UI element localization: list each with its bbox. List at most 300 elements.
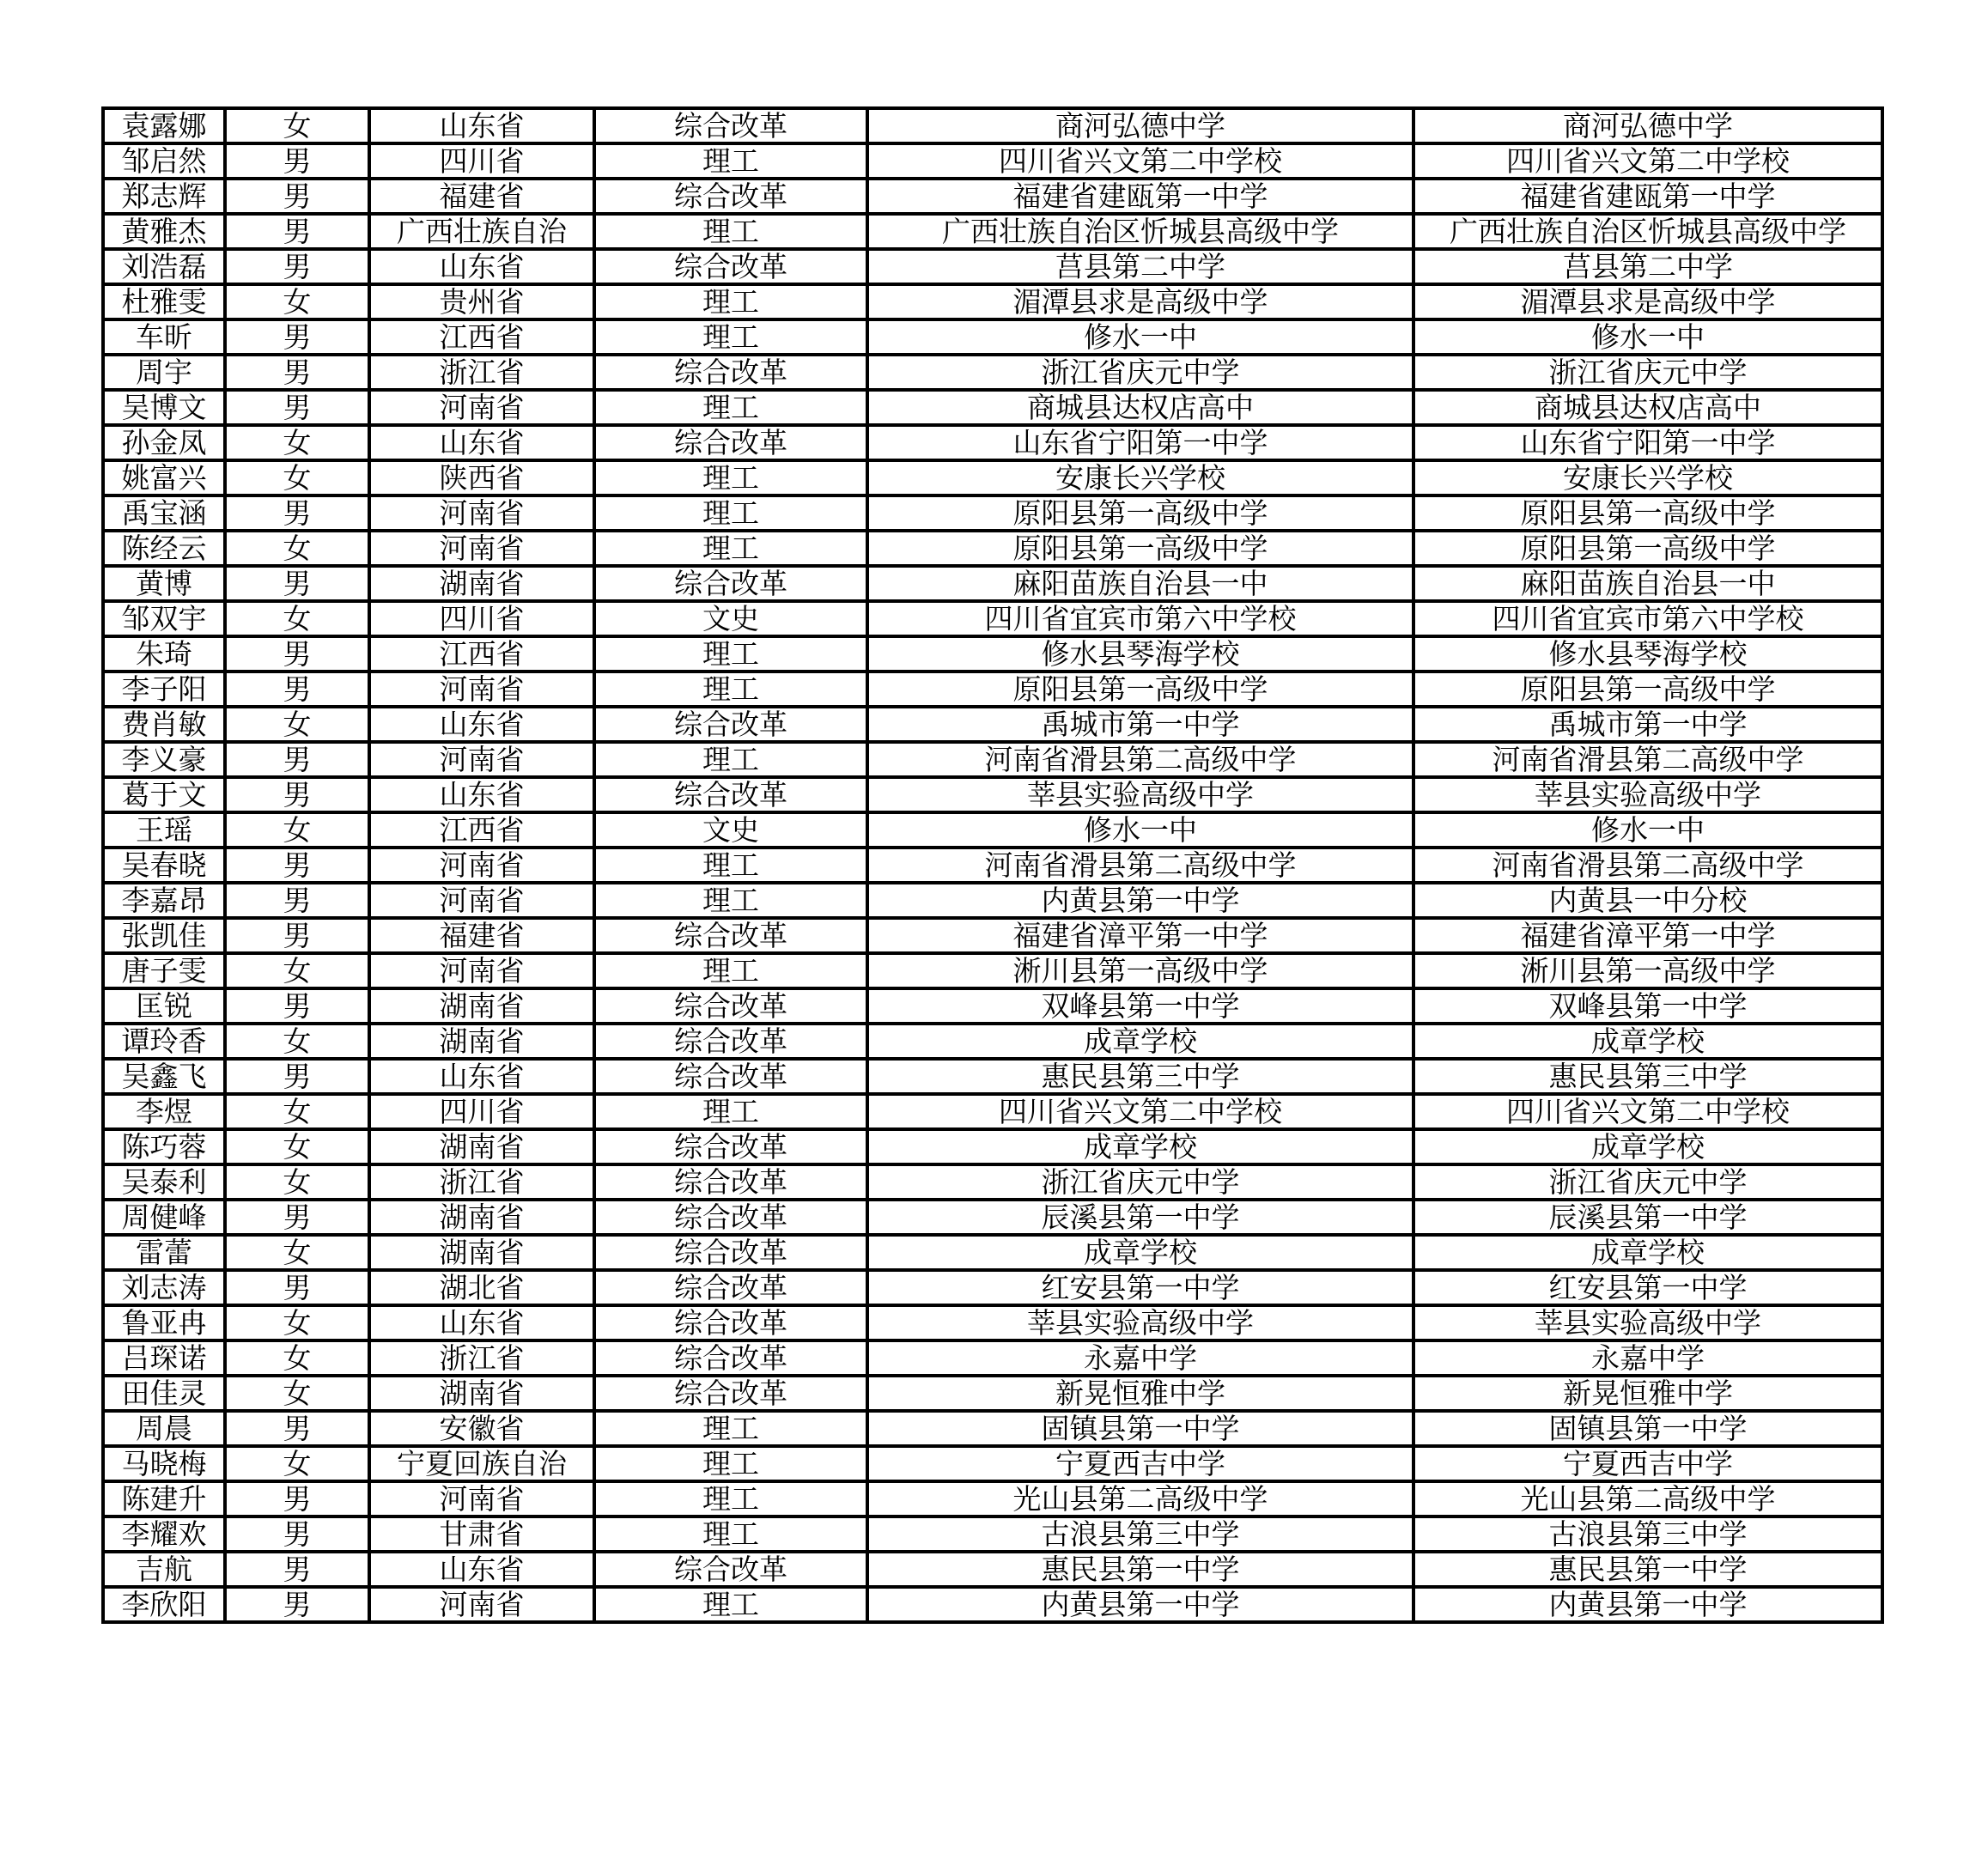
table-row xyxy=(103,179,1882,214)
gender-cell: 男 xyxy=(225,1200,369,1235)
name-cell: 唐子雯 xyxy=(103,953,225,988)
school-cell-2: 莘县实验高级中学 xyxy=(1413,1305,1882,1340)
school-cell-2: 禹城市第一中学 xyxy=(1413,707,1882,742)
school-cell-2: 浙江省庆元中学 xyxy=(1413,355,1882,390)
school-cell: 四川省宜宾市第六中学校 xyxy=(867,601,1413,636)
name-cell: 王瑶 xyxy=(103,812,225,848)
school-cell: 四川省兴文第二中学校 xyxy=(867,143,1413,179)
gender-cell: 女 xyxy=(225,812,369,848)
name-cell: 吴博文 xyxy=(103,390,225,425)
name-cell: 鲁亚冉 xyxy=(103,1305,225,1340)
name-cell: 张凯佳 xyxy=(103,918,225,953)
province-cell: 浙江省 xyxy=(369,1164,594,1200)
category-cell: 综合改革 xyxy=(594,918,867,953)
name-cell: 周晨 xyxy=(103,1411,225,1446)
gender-cell: 女 xyxy=(225,1305,369,1340)
table-row xyxy=(103,143,1882,179)
school-cell-2: 固镇县第一中学 xyxy=(1413,1411,1882,1446)
province-cell: 湖南省 xyxy=(369,1129,594,1164)
school-cell-2: 惠民县第三中学 xyxy=(1413,1059,1882,1094)
school-cell: 永嘉中学 xyxy=(867,1340,1413,1376)
school-cell-2: 浙江省庆元中学 xyxy=(1413,1164,1882,1200)
school-cell-2: 淅川县第一高级中学 xyxy=(1413,953,1882,988)
province-cell: 宁夏回族自治 xyxy=(369,1446,594,1481)
school-cell: 成章学校 xyxy=(867,1235,1413,1270)
table-row xyxy=(103,918,1882,953)
school-cell: 商河弘德中学 xyxy=(867,108,1413,143)
name-cell: 陈经云 xyxy=(103,531,225,566)
province-cell: 贵州省 xyxy=(369,284,594,319)
category-cell: 综合改革 xyxy=(594,1024,867,1059)
gender-cell: 男 xyxy=(225,742,369,777)
table-row xyxy=(103,284,1882,319)
province-cell: 河南省 xyxy=(369,1587,594,1622)
name-cell: 李义豪 xyxy=(103,742,225,777)
gender-cell: 男 xyxy=(225,883,369,918)
province-cell: 湖南省 xyxy=(369,1024,594,1059)
gender-cell: 男 xyxy=(225,1411,369,1446)
school-cell: 原阳县第一高级中学 xyxy=(867,495,1413,531)
school-cell: 四川省兴文第二中学校 xyxy=(867,1094,1413,1129)
name-cell: 李耀欢 xyxy=(103,1516,225,1552)
name-cell: 周健峰 xyxy=(103,1200,225,1235)
name-cell: 邹双宇 xyxy=(103,601,225,636)
name-cell: 吕琛诺 xyxy=(103,1340,225,1376)
gender-cell: 女 xyxy=(225,601,369,636)
school-cell-2: 湄潭县求是高级中学 xyxy=(1413,284,1882,319)
gender-cell: 男 xyxy=(225,918,369,953)
category-cell: 文史 xyxy=(594,601,867,636)
gender-cell: 男 xyxy=(225,1481,369,1516)
gender-cell: 男 xyxy=(225,988,369,1024)
table-row xyxy=(103,249,1882,284)
table-row xyxy=(103,1235,1882,1270)
gender-cell: 女 xyxy=(225,1446,369,1481)
province-cell: 湖北省 xyxy=(369,1270,594,1305)
school-cell: 宁夏西吉中学 xyxy=(867,1446,1413,1481)
category-cell: 理工 xyxy=(594,143,867,179)
category-cell: 理工 xyxy=(594,848,867,883)
province-cell: 山东省 xyxy=(369,1059,594,1094)
school-cell: 广西壮族自治区忻城县高级中学 xyxy=(867,214,1413,249)
province-cell: 湖南省 xyxy=(369,1200,594,1235)
name-cell: 吴春晓 xyxy=(103,848,225,883)
category-cell: 综合改革 xyxy=(594,707,867,742)
name-cell: 杜雅雯 xyxy=(103,284,225,319)
province-cell: 湖南省 xyxy=(369,1376,594,1411)
category-cell: 综合改革 xyxy=(594,566,867,601)
gender-cell: 男 xyxy=(225,495,369,531)
table-row xyxy=(103,601,1882,636)
school-cell-2: 光山县第二高级中学 xyxy=(1413,1481,1882,1516)
school-cell: 双峰县第一中学 xyxy=(867,988,1413,1024)
school-cell: 湄潭县求是高级中学 xyxy=(867,284,1413,319)
province-cell: 广西壮族自治 xyxy=(369,214,594,249)
gender-cell: 男 xyxy=(225,143,369,179)
gender-cell: 男 xyxy=(225,1552,369,1587)
name-cell: 孙金凤 xyxy=(103,425,225,460)
school-cell: 修水县琴海学校 xyxy=(867,636,1413,672)
school-cell: 红安县第一中学 xyxy=(867,1270,1413,1305)
table-row xyxy=(103,1552,1882,1587)
gender-cell: 女 xyxy=(225,1164,369,1200)
name-cell: 吉航 xyxy=(103,1552,225,1587)
category-cell: 理工 xyxy=(594,460,867,495)
province-cell: 浙江省 xyxy=(369,355,594,390)
table-row xyxy=(103,1411,1882,1446)
category-cell: 理工 xyxy=(594,1411,867,1446)
name-cell: 李欣阳 xyxy=(103,1587,225,1622)
category-cell: 理工 xyxy=(594,883,867,918)
name-cell: 雷蕾 xyxy=(103,1235,225,1270)
school-cell: 浙江省庆元中学 xyxy=(867,355,1413,390)
school-cell: 莘县实验高级中学 xyxy=(867,777,1413,812)
school-cell-2: 四川省兴文第二中学校 xyxy=(1413,143,1882,179)
table-row xyxy=(103,355,1882,390)
category-cell: 理工 xyxy=(594,1094,867,1129)
school-cell: 内黄县第一中学 xyxy=(867,1587,1413,1622)
table-row xyxy=(103,672,1882,707)
table-row xyxy=(103,460,1882,495)
province-cell: 江西省 xyxy=(369,812,594,848)
name-cell: 邹启然 xyxy=(103,143,225,179)
name-cell: 谭玲香 xyxy=(103,1024,225,1059)
table-row xyxy=(103,848,1882,883)
table-row xyxy=(103,742,1882,777)
name-cell: 陈巧蓉 xyxy=(103,1129,225,1164)
category-cell: 综合改革 xyxy=(594,179,867,214)
table-row xyxy=(103,1305,1882,1340)
gender-cell: 女 xyxy=(225,1094,369,1129)
name-cell: 李煜 xyxy=(103,1094,225,1129)
category-cell: 综合改革 xyxy=(594,1305,867,1340)
category-cell: 理工 xyxy=(594,1587,867,1622)
gender-cell: 女 xyxy=(225,1376,369,1411)
table-row xyxy=(103,390,1882,425)
table-row xyxy=(103,1376,1882,1411)
province-cell: 浙江省 xyxy=(369,1340,594,1376)
gender-cell: 女 xyxy=(225,460,369,495)
province-cell: 河南省 xyxy=(369,1481,594,1516)
province-cell: 山东省 xyxy=(369,108,594,143)
category-cell: 综合改革 xyxy=(594,249,867,284)
table-row xyxy=(103,777,1882,812)
gender-cell: 男 xyxy=(225,1270,369,1305)
name-cell: 禹宝涵 xyxy=(103,495,225,531)
gender-cell: 女 xyxy=(225,953,369,988)
name-cell: 吴鑫飞 xyxy=(103,1059,225,1094)
student-table-body xyxy=(103,108,1882,1622)
name-cell: 朱琦 xyxy=(103,636,225,672)
gender-cell: 男 xyxy=(225,566,369,601)
school-cell: 成章学校 xyxy=(867,1129,1413,1164)
category-cell: 理工 xyxy=(594,636,867,672)
school-cell-2: 广西壮族自治区忻城县高级中学 xyxy=(1413,214,1882,249)
province-cell: 山东省 xyxy=(369,1305,594,1340)
province-cell: 安徽省 xyxy=(369,1411,594,1446)
province-cell: 河南省 xyxy=(369,848,594,883)
gender-cell: 男 xyxy=(225,672,369,707)
school-cell-2: 永嘉中学 xyxy=(1413,1340,1882,1376)
name-cell: 费肖敏 xyxy=(103,707,225,742)
table-row xyxy=(103,108,1882,143)
table-row xyxy=(103,1059,1882,1094)
province-cell: 福建省 xyxy=(369,179,594,214)
table-row xyxy=(103,1200,1882,1235)
school-cell: 麻阳苗族自治县一中 xyxy=(867,566,1413,601)
province-cell: 河南省 xyxy=(369,672,594,707)
category-cell: 综合改革 xyxy=(594,1376,867,1411)
school-cell-2: 商河弘德中学 xyxy=(1413,108,1882,143)
school-cell: 惠民县第一中学 xyxy=(867,1552,1413,1587)
table-row xyxy=(103,319,1882,355)
category-cell: 理工 xyxy=(594,390,867,425)
province-cell: 河南省 xyxy=(369,531,594,566)
school-cell-2: 原阳县第一高级中学 xyxy=(1413,531,1882,566)
province-cell: 四川省 xyxy=(369,601,594,636)
province-cell: 江西省 xyxy=(369,319,594,355)
gender-cell: 男 xyxy=(225,390,369,425)
school-cell-2: 内黄县第一中学 xyxy=(1413,1587,1882,1622)
school-cell: 成章学校 xyxy=(867,1024,1413,1059)
name-cell: 姚富兴 xyxy=(103,460,225,495)
table-row xyxy=(103,1270,1882,1305)
school-cell: 淅川县第一高级中学 xyxy=(867,953,1413,988)
category-cell: 综合改革 xyxy=(594,777,867,812)
school-cell-2: 莘县实验高级中学 xyxy=(1413,777,1882,812)
school-cell-2: 新晃恒雅中学 xyxy=(1413,1376,1882,1411)
category-cell: 综合改革 xyxy=(594,1164,867,1200)
category-cell: 综合改革 xyxy=(594,1129,867,1164)
school-cell-2: 红安县第一中学 xyxy=(1413,1270,1882,1305)
province-cell: 湖南省 xyxy=(369,1235,594,1270)
gender-cell: 女 xyxy=(225,707,369,742)
school-cell: 修水一中 xyxy=(867,319,1413,355)
school-cell-2: 辰溪县第一中学 xyxy=(1413,1200,1882,1235)
school-cell: 福建省建瓯第一中学 xyxy=(867,179,1413,214)
gender-cell: 男 xyxy=(225,848,369,883)
name-cell: 黄博 xyxy=(103,566,225,601)
school-cell-2: 双峰县第一中学 xyxy=(1413,988,1882,1024)
school-cell: 原阳县第一高级中学 xyxy=(867,531,1413,566)
table-row xyxy=(103,1481,1882,1516)
school-cell: 商城县达权店高中 xyxy=(867,390,1413,425)
school-cell-2: 成章学校 xyxy=(1413,1235,1882,1270)
gender-cell: 女 xyxy=(225,425,369,460)
category-cell: 综合改革 xyxy=(594,1270,867,1305)
category-cell: 综合改革 xyxy=(594,108,867,143)
name-cell: 袁露娜 xyxy=(103,108,225,143)
school-cell-2: 山东省宁阳第一中学 xyxy=(1413,425,1882,460)
province-cell: 甘肃省 xyxy=(369,1516,594,1552)
table-row xyxy=(103,214,1882,249)
school-cell-2: 河南省滑县第二高级中学 xyxy=(1413,848,1882,883)
gender-cell: 男 xyxy=(225,249,369,284)
category-cell: 理工 xyxy=(594,742,867,777)
province-cell: 河南省 xyxy=(369,390,594,425)
school-cell-2: 四川省宜宾市第六中学校 xyxy=(1413,601,1882,636)
province-cell: 河南省 xyxy=(369,953,594,988)
name-cell: 陈建升 xyxy=(103,1481,225,1516)
school-cell-2: 成章学校 xyxy=(1413,1129,1882,1164)
school-cell-2: 商城县达权店高中 xyxy=(1413,390,1882,425)
gender-cell: 男 xyxy=(225,777,369,812)
gender-cell: 女 xyxy=(225,284,369,319)
category-cell: 理工 xyxy=(594,531,867,566)
table-row xyxy=(103,495,1882,531)
name-cell: 黄雅杰 xyxy=(103,214,225,249)
category-cell: 理工 xyxy=(594,214,867,249)
category-cell: 综合改革 xyxy=(594,1340,867,1376)
category-cell: 理工 xyxy=(594,953,867,988)
school-cell: 莘县实验高级中学 xyxy=(867,1305,1413,1340)
province-cell: 福建省 xyxy=(369,918,594,953)
province-cell: 四川省 xyxy=(369,1094,594,1129)
table-row xyxy=(103,1340,1882,1376)
category-cell: 理工 xyxy=(594,319,867,355)
province-cell: 山东省 xyxy=(369,1552,594,1587)
school-cell-2: 惠民县第一中学 xyxy=(1413,1552,1882,1587)
category-cell: 理工 xyxy=(594,1481,867,1516)
province-cell: 山东省 xyxy=(369,777,594,812)
name-cell: 吴泰利 xyxy=(103,1164,225,1200)
table-row xyxy=(103,883,1882,918)
province-cell: 湖南省 xyxy=(369,988,594,1024)
gender-cell: 男 xyxy=(225,179,369,214)
gender-cell: 男 xyxy=(225,355,369,390)
table-row xyxy=(103,425,1882,460)
category-cell: 综合改革 xyxy=(594,1235,867,1270)
category-cell: 理工 xyxy=(594,672,867,707)
table-row xyxy=(103,1587,1882,1622)
gender-cell: 男 xyxy=(225,1516,369,1552)
school-cell-2: 古浪县第三中学 xyxy=(1413,1516,1882,1552)
school-cell: 内黄县第一中学 xyxy=(867,883,1413,918)
name-cell: 周宇 xyxy=(103,355,225,390)
table-row xyxy=(103,636,1882,672)
school-cell: 修水一中 xyxy=(867,812,1413,848)
category-cell: 理工 xyxy=(594,495,867,531)
gender-cell: 男 xyxy=(225,636,369,672)
school-cell: 原阳县第一高级中学 xyxy=(867,672,1413,707)
table-row xyxy=(103,1446,1882,1481)
gender-cell: 女 xyxy=(225,108,369,143)
province-cell: 四川省 xyxy=(369,143,594,179)
table-row xyxy=(103,566,1882,601)
province-cell: 山东省 xyxy=(369,707,594,742)
school-cell: 河南省滑县第二高级中学 xyxy=(867,848,1413,883)
school-cell-2: 福建省漳平第一中学 xyxy=(1413,918,1882,953)
province-cell: 江西省 xyxy=(369,636,594,672)
name-cell: 刘志涛 xyxy=(103,1270,225,1305)
name-cell: 车昕 xyxy=(103,319,225,355)
province-cell: 河南省 xyxy=(369,883,594,918)
category-cell: 综合改革 xyxy=(594,425,867,460)
school-cell-2: 福建省建瓯第一中学 xyxy=(1413,179,1882,214)
province-cell: 山东省 xyxy=(369,425,594,460)
table-row xyxy=(103,1129,1882,1164)
category-cell: 文史 xyxy=(594,812,867,848)
province-cell: 山东省 xyxy=(369,249,594,284)
name-cell: 郑志辉 xyxy=(103,179,225,214)
school-cell-2: 宁夏西吉中学 xyxy=(1413,1446,1882,1481)
province-cell: 陕西省 xyxy=(369,460,594,495)
name-cell: 葛于文 xyxy=(103,777,225,812)
school-cell-2: 四川省兴文第二中学校 xyxy=(1413,1094,1882,1129)
school-cell-2: 内黄县一中分校 xyxy=(1413,883,1882,918)
school-cell: 新晃恒雅中学 xyxy=(867,1376,1413,1411)
category-cell: 理工 xyxy=(594,1446,867,1481)
gender-cell: 女 xyxy=(225,1129,369,1164)
school-cell: 河南省滑县第二高级中学 xyxy=(867,742,1413,777)
name-cell: 田佳灵 xyxy=(103,1376,225,1411)
gender-cell: 男 xyxy=(225,214,369,249)
school-cell: 禹城市第一中学 xyxy=(867,707,1413,742)
school-cell: 福建省漳平第一中学 xyxy=(867,918,1413,953)
gender-cell: 女 xyxy=(225,1340,369,1376)
school-cell-2: 河南省滑县第二高级中学 xyxy=(1413,742,1882,777)
province-cell: 河南省 xyxy=(369,742,594,777)
category-cell: 理工 xyxy=(594,1516,867,1552)
school-cell-2: 原阳县第一高级中学 xyxy=(1413,672,1882,707)
category-cell: 综合改革 xyxy=(594,988,867,1024)
category-cell: 综合改革 xyxy=(594,355,867,390)
school-cell: 山东省宁阳第一中学 xyxy=(867,425,1413,460)
table-row xyxy=(103,1516,1882,1552)
province-cell: 河南省 xyxy=(369,495,594,531)
gender-cell: 男 xyxy=(225,1587,369,1622)
table-row xyxy=(103,988,1882,1024)
table-row xyxy=(103,1094,1882,1129)
school-cell: 浙江省庆元中学 xyxy=(867,1164,1413,1200)
student-table xyxy=(101,106,1884,1624)
gender-cell: 男 xyxy=(225,319,369,355)
gender-cell: 女 xyxy=(225,1235,369,1270)
table-row xyxy=(103,531,1882,566)
province-cell: 湖南省 xyxy=(369,566,594,601)
name-cell: 匡锐 xyxy=(103,988,225,1024)
school-cell-2: 修水一中 xyxy=(1413,812,1882,848)
table-row xyxy=(103,707,1882,742)
school-cell: 古浪县第三中学 xyxy=(867,1516,1413,1552)
school-cell-2: 修水县琴海学校 xyxy=(1413,636,1882,672)
category-cell: 综合改革 xyxy=(594,1200,867,1235)
table-row xyxy=(103,953,1882,988)
school-cell-2: 原阳县第一高级中学 xyxy=(1413,495,1882,531)
gender-cell: 女 xyxy=(225,531,369,566)
category-cell: 理工 xyxy=(594,284,867,319)
name-cell: 李子阳 xyxy=(103,672,225,707)
school-cell: 固镇县第一中学 xyxy=(867,1411,1413,1446)
name-cell: 李嘉昂 xyxy=(103,883,225,918)
school-cell-2: 修水一中 xyxy=(1413,319,1882,355)
school-cell: 辰溪县第一中学 xyxy=(867,1200,1413,1235)
school-cell: 惠民县第三中学 xyxy=(867,1059,1413,1094)
table-row xyxy=(103,1024,1882,1059)
school-cell: 莒县第二中学 xyxy=(867,249,1413,284)
school-cell: 光山县第二高级中学 xyxy=(867,1481,1413,1516)
table-row xyxy=(103,812,1882,848)
school-cell-2: 莒县第二中学 xyxy=(1413,249,1882,284)
name-cell: 刘浩磊 xyxy=(103,249,225,284)
gender-cell: 男 xyxy=(225,1059,369,1094)
school-cell: 安康长兴学校 xyxy=(867,460,1413,495)
school-cell-2: 成章学校 xyxy=(1413,1024,1882,1059)
school-cell-2: 麻阳苗族自治县一中 xyxy=(1413,566,1882,601)
category-cell: 综合改革 xyxy=(594,1552,867,1587)
name-cell: 马晓梅 xyxy=(103,1446,225,1481)
category-cell: 综合改革 xyxy=(594,1059,867,1094)
